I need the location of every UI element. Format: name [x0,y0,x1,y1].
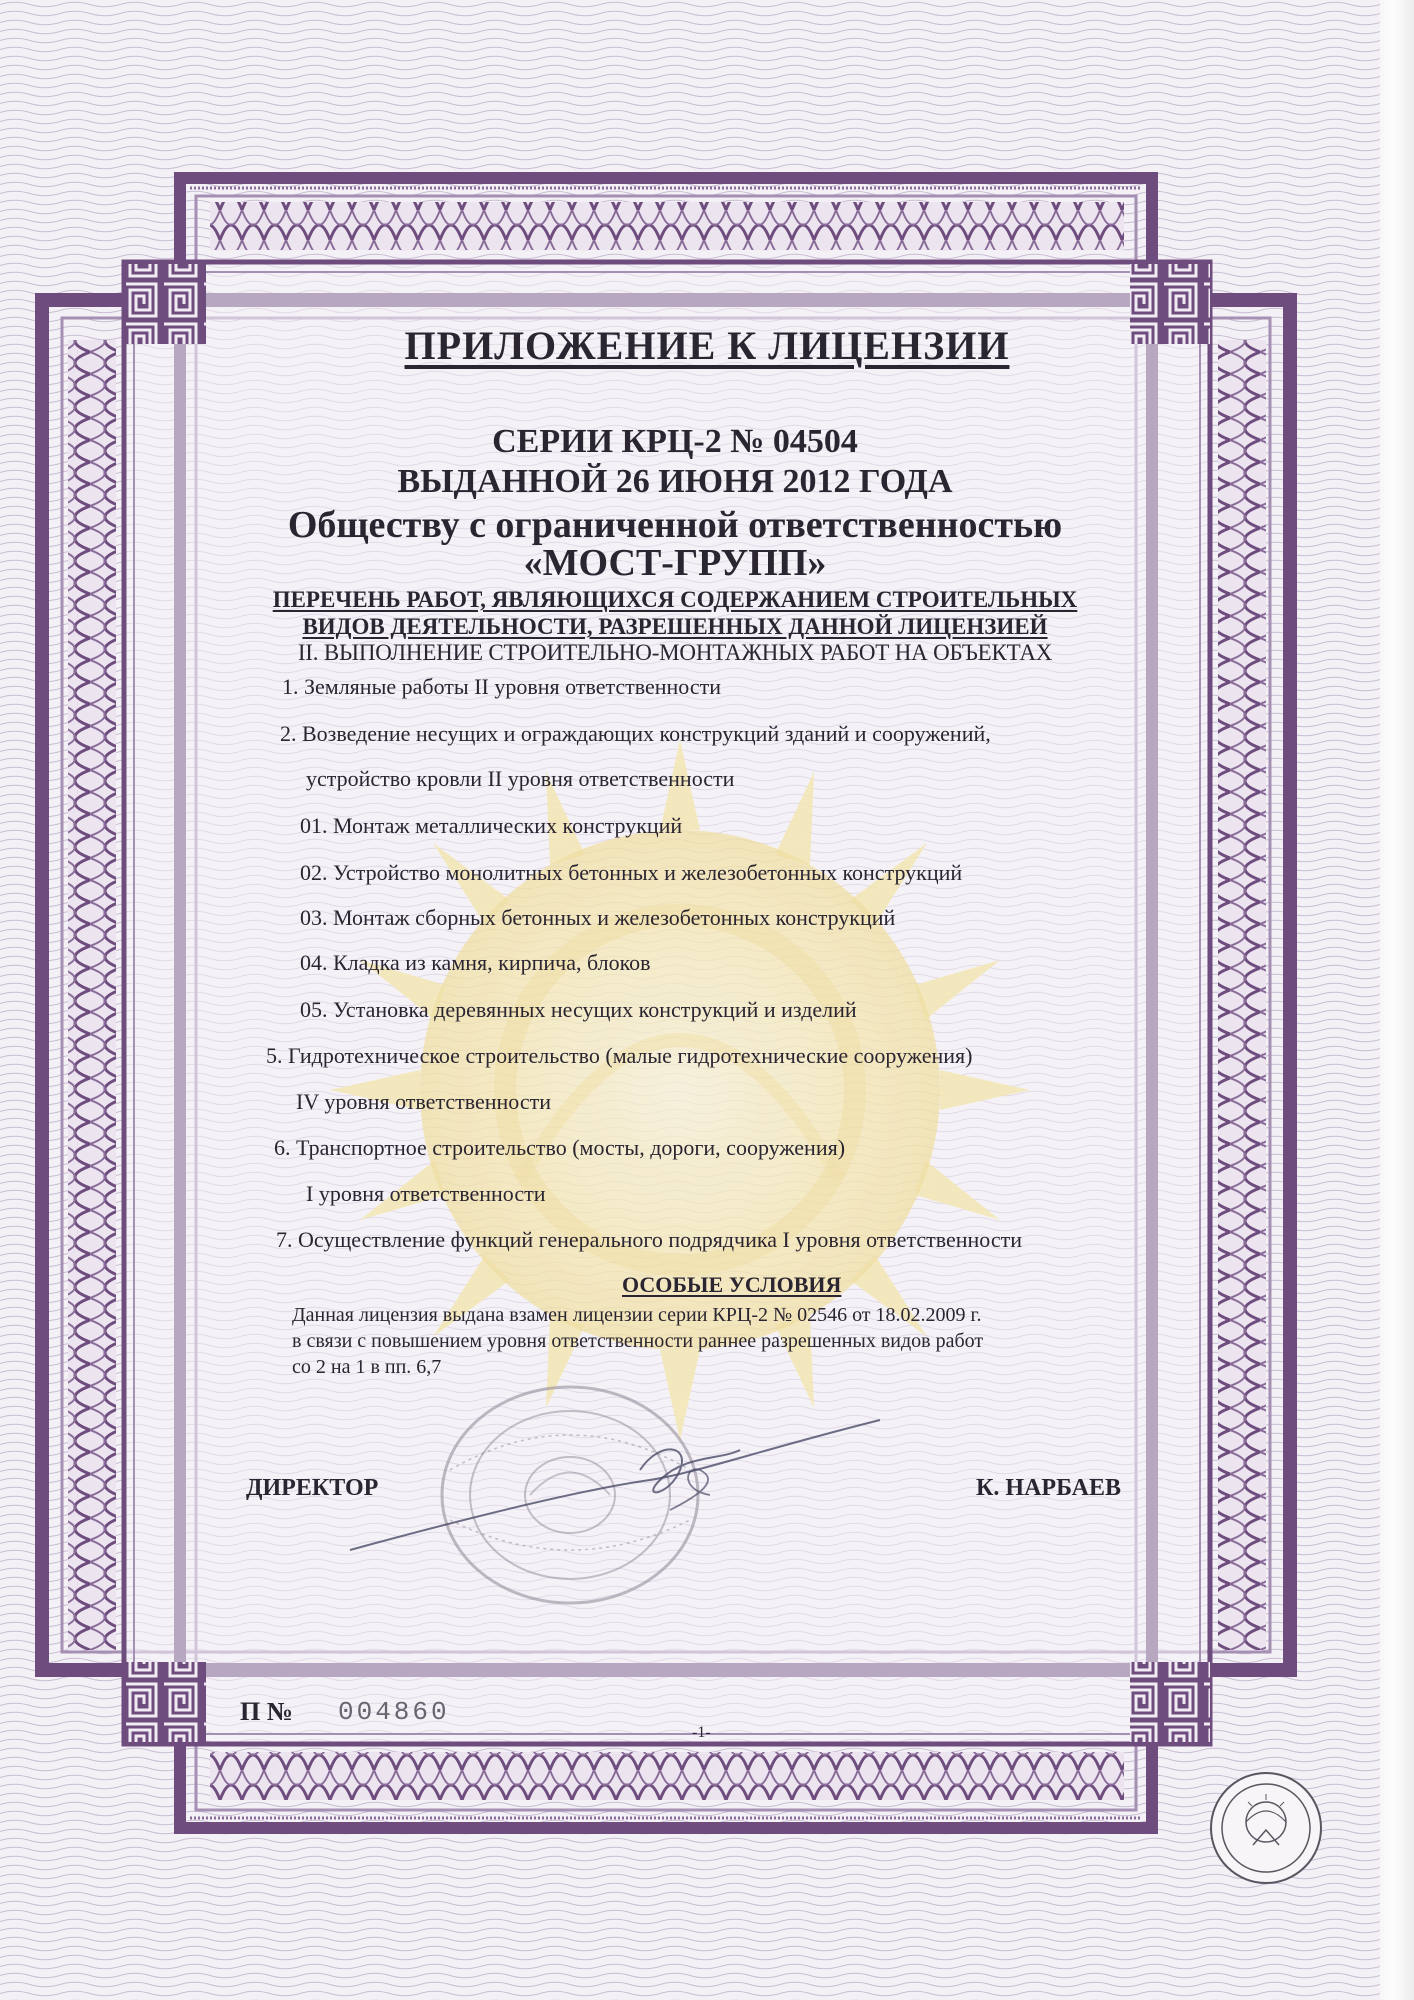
special-conditions-text [292,1302,1172,1380]
work-subitem: 05. Установка деревянных несущих конструкций и изделий [300,997,857,1022]
signatory-position: ДИРЕКТОР [246,1475,379,1501]
license-series: СЕРИИ КРЦ-2 № 04504 [492,423,858,460]
special-conditions-line2: в связи с повышением уровня ответственности раннее разрешенных видов работ [292,1330,984,1352]
work-subitem: 01. Монтаж металлических конструкций [300,813,683,838]
work-subitem: 04. Кладка из камня, кирпича, блоков [300,950,651,975]
state-emblem-seal-icon [1208,1770,1324,1886]
work-subitem: 02. Устройство монолитных бетонных и железобетонных конструкций [300,860,963,885]
special-conditions-line3: со 2 на 1 в пп. 6,7 [292,1356,442,1378]
signatory-name: К. НАРБАЕВ [976,1475,1121,1501]
serial-prefix: П № [240,1697,293,1726]
company-type: Обществу с ограниченной ответственностью [287,504,1063,546]
work-item: 7. Осуществление функций генерального подрядчика I уровня ответственности [276,1227,1022,1252]
work-subitem: 03. Монтаж сборных бетонных и железобетонных конструкций [300,905,896,930]
issue-date: ВЫДАННОЙ 26 ИЮНЯ 2012 ГОДА [397,463,953,500]
work-item: 5. Гидротехническое строительство (малые гидротехнические сооружения) [266,1043,973,1068]
company-name: «МОСТ-ГРУПП» [523,542,827,584]
work-item: 2. Возведение несущих и ограждающих конструкций зданий и сооружений, [280,721,991,746]
work-item: IV уровня ответственности [296,1089,551,1114]
work-list-title [0,586,1350,640]
work-item: устройство кровли II уровня ответственности [306,766,735,791]
serial-number: 004860 [338,1697,450,1727]
work-item: I уровня ответственности [306,1181,546,1206]
work-list-title-line2: ВИДОВ ДЕЯТЕЛЬНОСТИ, РАЗРЕШЕННЫХ ДАННОЙ ЛИЦЕНЗИЕЙ [302,614,1048,639]
section-title: II. ВЫПОЛНЕНИЕ СТРОИТЕЛЬНО-МОНТАЖНЫХ РАБОТ НА ОБЪЕКТАХ [297,640,1053,665]
handwritten-signature [340,1410,900,1560]
work-item: 6. Транспортное строительство (мосты, дороги, сооружения) [274,1135,846,1160]
page-number: -1- [692,1724,711,1741]
work-list-title-line1: ПЕРЕЧЕНЬ РАБОТ, ЯВЛЯЮЩИХСЯ СОДЕРЖАНИЕМ СТРОИТЕЛЬНЫХ [272,587,1078,612]
special-conditions-title: ОСОБЫЕ УСЛОВИЯ [622,1272,842,1297]
document-title: ПРИЛОЖЕНИЕ К ЛИЦЕНЗИИ [404,323,1010,368]
work-item: 1. Земляные работы II уровня ответственности [282,674,722,699]
special-conditions-line1: Данная лицензия выдана взамен лицензии серии КРЦ-2 № 02546 от 18.02.2009 г. [292,1304,982,1326]
